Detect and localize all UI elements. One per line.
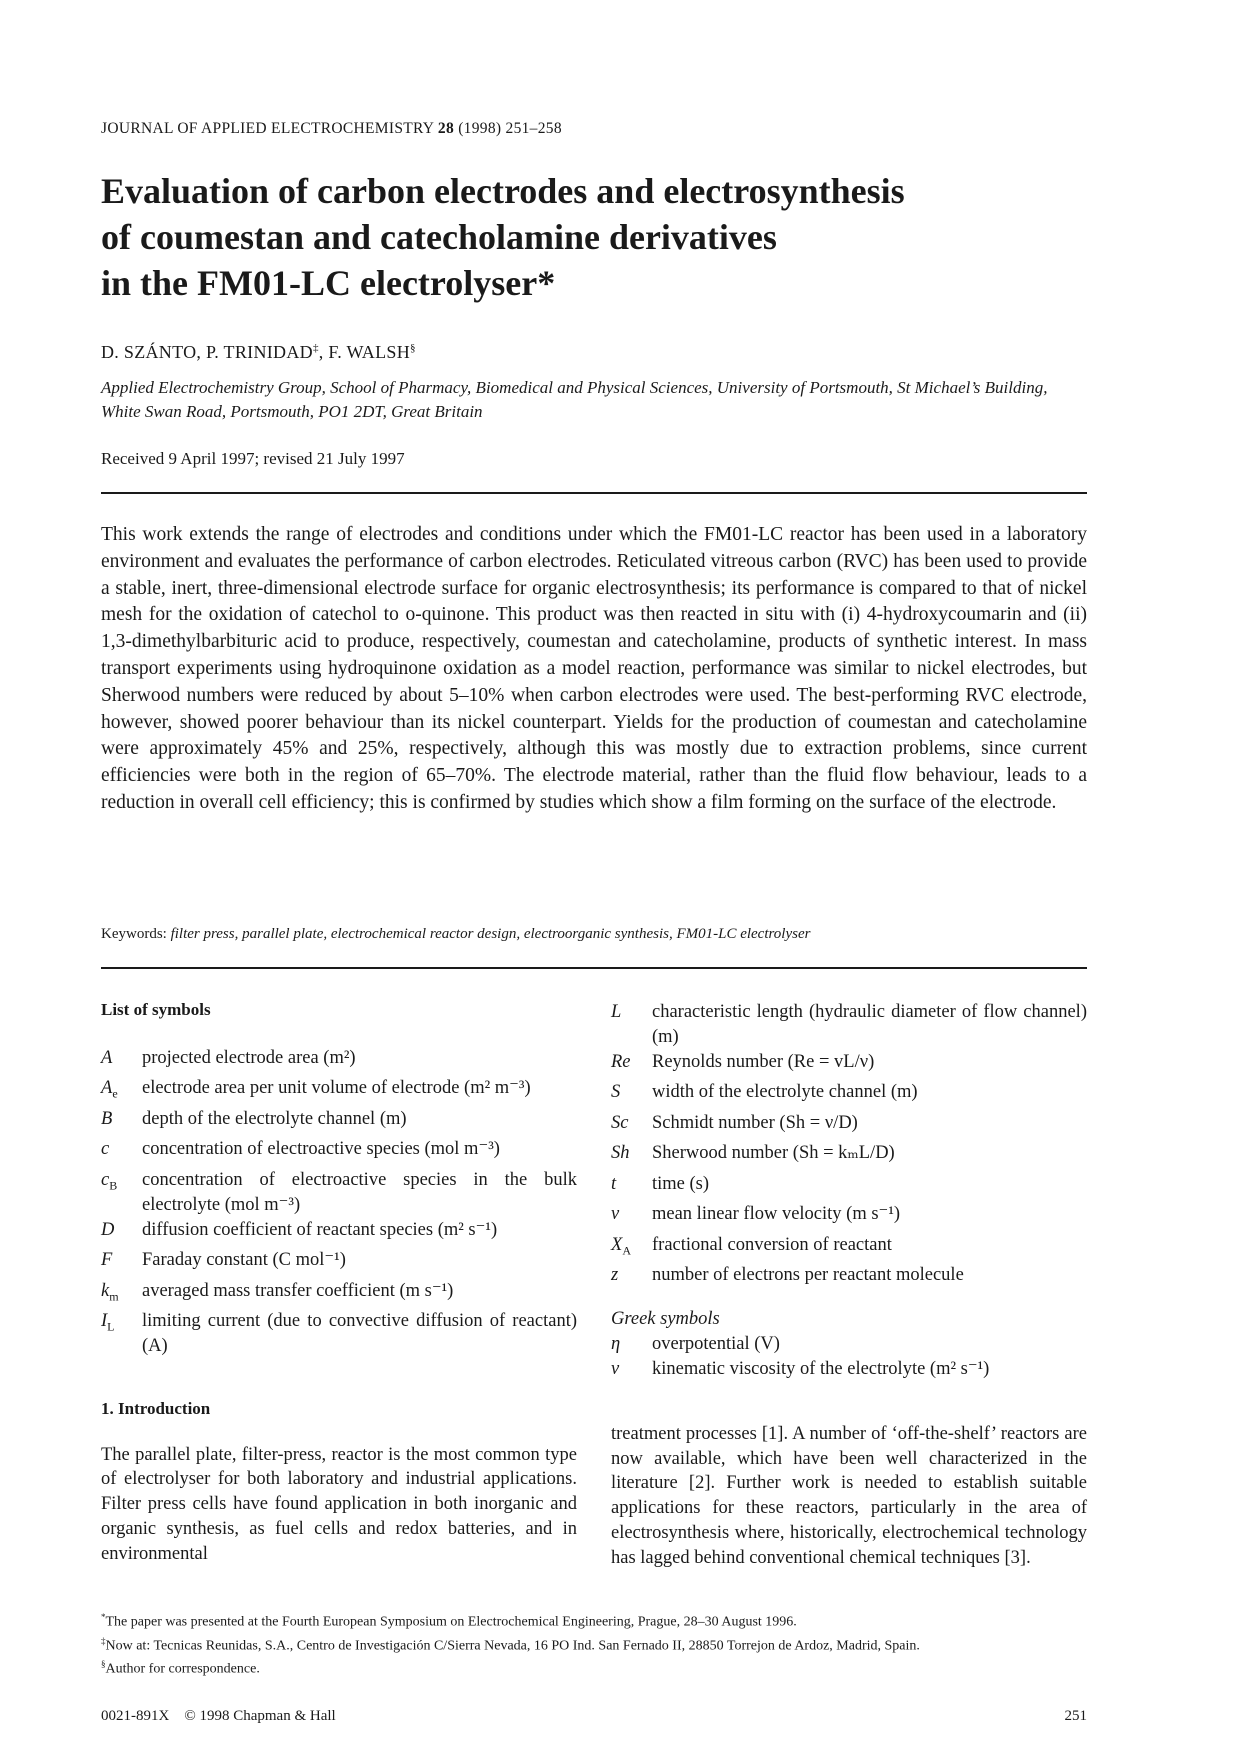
symbol: D <box>101 1219 115 1240</box>
symbol-entry <box>101 1046 577 1076</box>
footnotes <box>101 1608 1087 1679</box>
footnote-mark: * <box>101 1612 106 1622</box>
divider-rule <box>101 967 1087 969</box>
symbol-entry <box>611 1141 1087 1171</box>
symbol-entry <box>101 1248 577 1278</box>
body-paragraph: treatment processes [1]. A number of ‘off-the-shelf’ reactors are now available, which have been well characterized in the literature [2]. Further work is needed to establish suitable applications for these reactors, particularly in the area of electrosynthesis where, historically, electrochemical technology has lagged behind conventional chemical techniques [3]. <box>611 1423 1087 1568</box>
symbol-entry <box>101 1137 577 1167</box>
journal-name: JOURNAL OF APPLIED ELECTROCHEMISTRY <box>101 120 434 137</box>
symbol-description: Reynolds number (Re = vL/ν) <box>652 1051 875 1072</box>
article-title <box>101 168 1061 306</box>
symbol-list <box>611 1000 1087 1293</box>
symbol-description: Faraday constant (C mol⁻¹) <box>142 1250 346 1271</box>
symbol-description: Schmidt number (Sh = ν/D) <box>652 1112 858 1133</box>
title-line: in the FM01-LC electrolyser* <box>101 263 556 303</box>
keywords <box>101 926 1091 943</box>
symbol-entry <box>101 1279 577 1309</box>
greek-symbol-list <box>611 1332 1087 1382</box>
keywords-list: filter press, parallel plate, electrochemical reactor design, electroorganic synthesis, FM01-LC electrolyser <box>170 926 811 942</box>
author-name: , F. WALSH <box>318 342 411 362</box>
symbol: A <box>101 1048 113 1068</box>
body-paragraph: The parallel plate, filter-press, reactor is the most common type of electrolyser for both laboratory and industrial applications. Filter press cells have found application in both inorganic and organic synthesis, as fuel cells and redox batteries, and in environmental <box>101 1444 577 1564</box>
symbol-entry <box>611 1357 1087 1382</box>
symbol-description: averaged mass transfer coefficient (m s⁻¹) <box>142 1280 454 1301</box>
title-line: of coumestan and catecholamine derivatives <box>101 217 777 257</box>
symbol-description: Sherwood number (Sh = kₘL/D) <box>652 1143 895 1164</box>
symbol: Sh <box>611 1143 630 1164</box>
divider-rule <box>101 492 1087 494</box>
symbol: η <box>611 1334 621 1355</box>
symbol-description: concentration of electroactive species in the bulk electrolyte (mol m⁻³) <box>142 1169 577 1215</box>
page-number: 251 <box>1064 1708 1087 1724</box>
symbol-entry <box>101 1309 577 1359</box>
footnote-mark: ‡ <box>101 1635 106 1646</box>
author-name: D. SZÁNTO, P. TRINIDAD <box>101 342 313 362</box>
section-heading: 1. Introduction <box>101 1398 211 1418</box>
symbol: z <box>611 1264 619 1285</box>
symbol-description: electrode area per unit volume of electrode (m² m⁻³) <box>142 1078 531 1099</box>
symbol-entry <box>101 1168 577 1218</box>
affiliation: Applied Electrochemistry Group, School of Pharmacy, Biomedical and Physical Sciences, University of Portsmouth, St Michael’s Building, White Swan Road, Portsmouth, PO1 2DT, Great Britain <box>101 378 1048 421</box>
symbol-description: mean linear flow velocity (m s⁻¹) <box>652 1204 901 1225</box>
symbol: t <box>611 1173 617 1194</box>
symbol-description: depth of the electrolyte channel (m) <box>142 1108 407 1129</box>
symbol-entry <box>611 1172 1087 1202</box>
symbol-description: time (s) <box>652 1173 710 1194</box>
title-line: Evaluation of carbon electrodes and electrosynthesis <box>101 171 905 211</box>
symbol: v <box>611 1204 620 1225</box>
symbol-entry <box>611 1263 1087 1293</box>
footnote-mark: § <box>410 342 416 354</box>
footnote: *The paper was presented at the Fourth European Symposium on Electrochemical Engineering, Prague, 28–30 August 1996. <box>101 1612 797 1630</box>
symbol-list <box>101 1046 577 1359</box>
symbol: L <box>611 1002 622 1022</box>
symbol-entry <box>611 1080 1087 1110</box>
footnote-mark: ‡ <box>312 342 319 354</box>
symbol: Re <box>611 1051 631 1072</box>
right-column <box>611 1000 1087 1571</box>
footnote: §Author for correspondence. <box>101 1659 260 1677</box>
keywords-label: Keywords: <box>101 926 171 942</box>
symbol-entry <box>611 1332 1087 1357</box>
copyright: © 1998 Chapman & Hall <box>184 1708 336 1724</box>
symbol-description: characteristic length (hydraulic diameter of flow channel) (m) <box>652 1002 1087 1047</box>
symbol-entry <box>101 1107 577 1137</box>
symbol-entry <box>101 1218 577 1248</box>
received-dates: Received 9 April 1997; revised 21 July 1997 <box>101 449 405 468</box>
symbol: F <box>101 1250 113 1271</box>
symbol-description: limiting current (due to convective diffusion of reactant) (A) <box>142 1310 577 1356</box>
page-footer-left <box>101 1708 336 1725</box>
symbol: $I_L$ <box>101 1310 115 1334</box>
symbol-description: concentration of electroactive species (mol m⁻³) <box>142 1139 500 1160</box>
symbol-entry <box>101 1076 577 1106</box>
journal-volume: 28 <box>437 120 455 137</box>
symbol-description: number of electrons per reactant molecule <box>652 1264 964 1285</box>
symbol: $k_m$ <box>101 1280 119 1304</box>
symbol: Sc <box>611 1112 629 1133</box>
symbol: $c_B$ <box>101 1169 118 1193</box>
authors <box>101 342 416 363</box>
journal-year-pages: (1998) 251–258 <box>458 120 562 137</box>
issn: 0021-891X <box>101 1708 170 1724</box>
symbol-entry <box>611 1111 1087 1141</box>
symbol-description: diffusion coefficient of reactant species (m² s⁻¹) <box>142 1219 498 1240</box>
left-column <box>101 1000 577 1567</box>
symbol-entry <box>611 1233 1087 1263</box>
symbol: S <box>611 1082 621 1103</box>
symbol: ν <box>611 1359 620 1380</box>
abstract: This work extends the range of electrodes and conditions under which the FM01-LC reactor has been used in a laboratory environment and evaluates the performance of carbon electrodes. Reticulated vitreous carbon (RVC) has been used to provide a stable, inert, three-dimensional electrode surface for organic electrosynthesis; its performance is compared to that of nickel mesh for the oxidation of catechol to o-quinone. This product was then reacted in situ with (i) 4-hydroxycoumarin and (ii) 1,3-dimethylbarbituric acid to produce, respectively, coumestan and catecholamine, products of synthetic interest. In mass transport experiments using hydroquinone oxidation as a model reaction, performance was similar to nickel electrodes, but Sherwood numbers were reduced by about 5–10% when carbon electrodes were used. The best-performing RVC electrode, however, showed poorer behaviour than its nickel counterpart. Yields for the production of coumestan and catecholamine were approximately 45% and 25%, respectively, although this was mostly due to extraction problems, since current efficiencies were both in the region of 65–70%. The electrode material, rather than the fluid flow behaviour, leads to a reduction in overall cell efficiency; this is confirmed by studies which show a film forming on the surface of the electrode. <box>101 524 1087 813</box>
symbol-description: projected electrode area (m²) <box>142 1048 356 1068</box>
symbol-description: kinematic viscosity of the electrolyte (m² s⁻¹) <box>652 1359 990 1380</box>
symbol-entry <box>611 1050 1087 1080</box>
footnote: ‡Now at: Tecnicas Reunidas, S.A., Centro de Investigación C/Sierra Nevada, 16 PO Ind. San Fernado II, 28850 Torrejon de Ardoz, Madrid, Spain. <box>101 1635 920 1654</box>
symbol-description: width of the electrolyte channel (m) <box>652 1082 918 1103</box>
symbol: $A_e$ <box>101 1078 118 1102</box>
symbol-description: fractional conversion of reactant <box>652 1234 892 1255</box>
symbol: c <box>101 1139 110 1160</box>
symbol-description: overpotential (V) <box>652 1334 780 1355</box>
symbol-entry <box>611 1000 1087 1050</box>
footnote-mark: § <box>101 1659 106 1670</box>
symbols-heading: List of symbols <box>101 1000 211 1019</box>
greek-symbols-heading: Greek symbols <box>611 1309 720 1330</box>
journal-header <box>101 120 562 138</box>
symbol: B <box>101 1108 113 1129</box>
symbol: $X_A$ <box>611 1234 631 1258</box>
symbol-entry <box>611 1202 1087 1232</box>
